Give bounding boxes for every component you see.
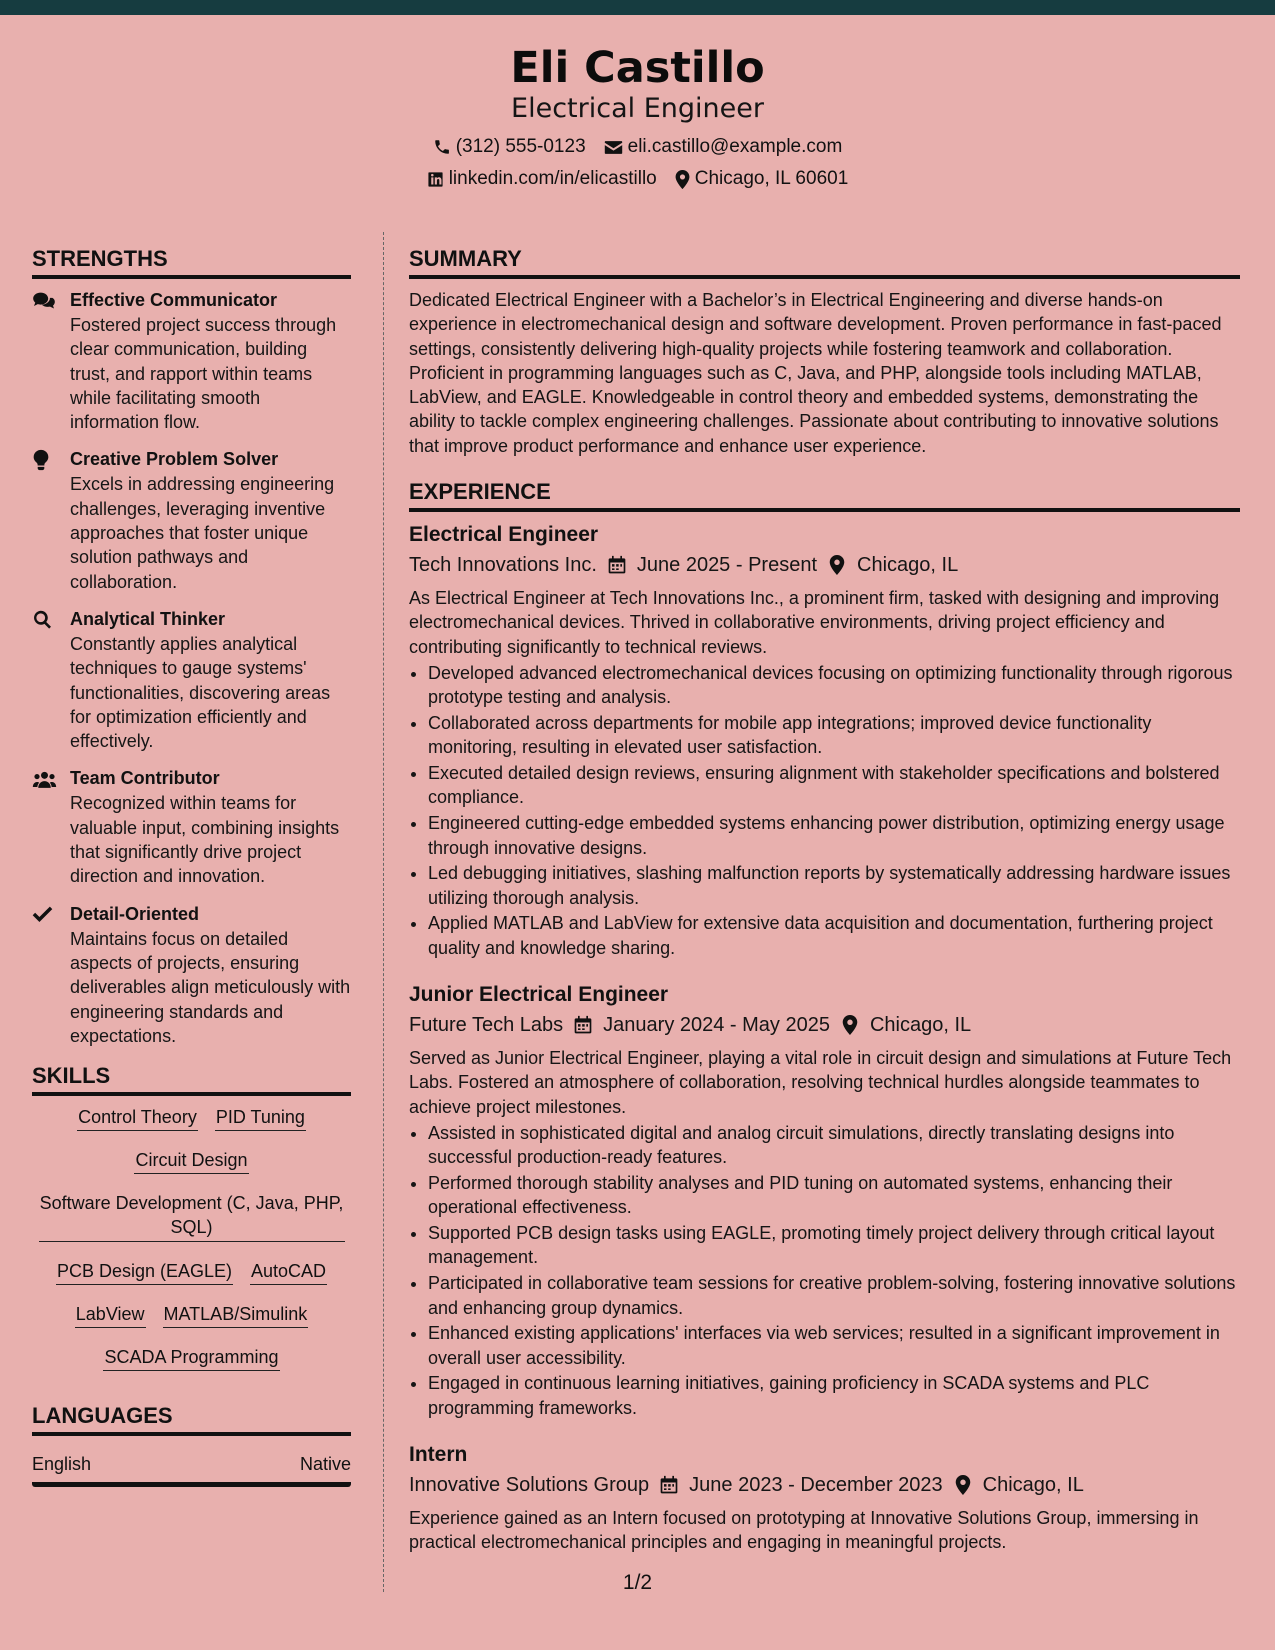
skills-row (32, 1302, 351, 1328)
skills-heading: SKILLS (32, 1061, 351, 1096)
strength-description: Recognized within teams for valuable input, combining insights that significantly drive project direction and innovation. (70, 793, 340, 887)
job-bullet: • Developed advanced electromechanical devices focusing on optimizing functionality through rigorous prototype testing and analysis. (428, 661, 1240, 710)
job-dates: June 2025 - Present (636, 554, 818, 577)
email-address: eli.castillo@example.com (627, 136, 843, 157)
job-description: As Electrical Engineer at Tech Innovations Inc., a prominent firm, tasked with designing and improving electromechanical devices. Thrived in collaborative environments, driving project efficiency and contributing significantly to technical reviews. (409, 588, 1220, 657)
lightbulb-icon (32, 447, 70, 472)
strength-title: Effective Communicator (70, 290, 278, 310)
skills-section (32, 1061, 351, 1371)
envelope-icon (604, 139, 623, 156)
candidate-title: Electrical Engineer (511, 93, 764, 124)
skill-tag: PCB Design (EAGLE) (56, 1259, 233, 1285)
skills-row (32, 1148, 351, 1174)
job-description: Experience gained as an Intern focused on prototyping at Innovative Solutions Group, immersing in practical electromechanical principles and engaging in meaningful projects. (409, 1507, 1199, 1553)
strength-description: Constantly applies analytical techniques to gauge systems' functionalities, discovering areas for optimization efficiently and effectively. (70, 633, 331, 752)
summary-text: Dedicated Electrical Engineer with a Bachelor’s in Electrical Engineering and diverse hands-on experience in electromechanical design and software development. Proven performance in fast-paced settings, consistently delivering high-quality projects while fostering teamwork and collaboration. Proficient in programming languages such as C, Java, and PHP, alongside tools including MATLAB, LabView, and EAGLE. Knowledgeable in control theory and embedded systems, demonstrating the ability to tackle complex engineering challenges. Passionate about contributing to innovative solutions that improve product performance and enhance user experience. (409, 290, 1222, 456)
map-marker-icon (953, 1475, 973, 1495)
company-name: Innovative Solutions Group (409, 1473, 650, 1496)
experience-entry (409, 521, 1240, 960)
calendar-icon (573, 1015, 593, 1035)
resume-header (0, 15, 1275, 203)
candidate-name: Eli Castillo (510, 43, 765, 93)
job-bullet: • Executed detailed design reviews, ensuring alignment with stakeholder specifications and bolstered compliance. (428, 761, 1240, 810)
skill-tag: Control Theory (77, 1105, 198, 1131)
job-title: Junior Electrical Engineer (409, 983, 669, 1007)
job-meta (409, 1470, 1240, 1500)
search-icon (32, 607, 70, 632)
skill-tag: PID Tuning (215, 1105, 306, 1131)
team-icon (32, 766, 70, 791)
skill-tag: AutoCAD (250, 1259, 327, 1285)
contact-line-primary (0, 135, 1275, 159)
skills-row (32, 1345, 351, 1371)
strength-title: Team Contributor (70, 768, 220, 789)
job-meta (409, 550, 1240, 580)
job-location: Chicago, IL (857, 554, 959, 577)
language-name: English (32, 1454, 92, 1475)
strength-title: Analytical Thinker (70, 608, 226, 629)
skills-list (32, 1105, 351, 1371)
column-divider (383, 232, 384, 1592)
strength-title: Detail-Oriented (70, 903, 200, 924)
strength-title: Creative Problem Solver (70, 449, 279, 470)
job-title: Electrical Engineer (409, 523, 599, 547)
job-bullets (409, 661, 1240, 960)
page-number: 1/2 (622, 1571, 653, 1594)
strength-item (32, 766, 351, 888)
calendar-icon (607, 555, 627, 575)
job-bullet: • Participated in collaborative team sessions for creative problem-solving, fostering innovative solutions and enhancing group dynamics. (428, 1271, 1240, 1320)
summary-section (409, 244, 1240, 458)
strengths-heading: STRENGTHS (32, 244, 351, 279)
job-bullet: • Assisted in sophisticated digital and analog circuit simulations, directly translating designs into successful production-ready features. (428, 1121, 1240, 1170)
job-location: Chicago, IL (869, 1014, 972, 1037)
experience-heading: EXPERIENCE (409, 477, 1240, 512)
job-bullet: • Engaged in continuous learning initiatives, gaining proficiency in SCADA systems and PLC programming frameworks. (428, 1371, 1240, 1420)
job-bullet: • Supported PCB design tasks using EAGLE, promoting timely project delivery through critical layout management. (428, 1221, 1240, 1270)
strength-item (32, 288, 351, 434)
job-meta (409, 1010, 1240, 1040)
job-bullet: • Enhanced existing applications' interfaces via web services; resulted in a significant improvement in overall user accessibility. (428, 1321, 1240, 1370)
skills-row (32, 1259, 351, 1285)
strength-description: Fostered project success through clear communication, building trust, and rapport within teams while facilitating smooth information flow. (70, 315, 337, 433)
map-marker-icon (840, 1015, 860, 1035)
job-title: Intern (409, 1442, 468, 1466)
skill-tag: Circuit Design (134, 1148, 248, 1174)
job-bullet: • Performed thorough stability analyses and PID tuning on automated systems, enhancing their operational effectiveness. (428, 1171, 1240, 1220)
check-icon (32, 902, 70, 927)
map-marker-icon (827, 555, 847, 575)
languages-heading: LANGUAGES (32, 1401, 351, 1436)
skill-tag: LabView (75, 1302, 146, 1328)
job-bullet: • Applied MATLAB and LabView for extensive data acquisition and documentation, furthering project quality and knowledge sharing. (428, 911, 1240, 960)
linkedin-contact (427, 167, 657, 191)
contact-line-secondary (0, 167, 1275, 191)
phone-contact (433, 135, 586, 159)
linkedin-icon (427, 171, 444, 188)
job-description: Served as Junior Electrical Engineer, playing a vital role in circuit design and simulations at Future Tech Labs. Fostered an atmosphere of collaboration, resolving technical hurdles alongside teammates to achieve project milestones. (409, 1048, 1232, 1117)
language-row (32, 1452, 351, 1487)
job-dates: January 2024 - May 2025 (603, 1014, 830, 1037)
job-bullets (409, 1121, 1240, 1420)
map-marker-icon (675, 170, 690, 189)
job-location: Chicago, IL (982, 1473, 1084, 1496)
location-text: Chicago, IL 60601 (694, 168, 849, 189)
comments-icon (32, 288, 70, 313)
languages-section (32, 1401, 351, 1487)
top-accent-bar (0, 0, 1275, 15)
right-column (409, 244, 1240, 1555)
strength-item (32, 607, 351, 753)
calendar-icon (659, 1475, 679, 1495)
company-name: Tech Innovations Inc. (409, 554, 597, 577)
left-column (32, 244, 351, 1487)
job-bullet: • Collaborated across departments for mobile app integrations; improved device functionality monitoring, resulting in elevated user satisfaction. (428, 711, 1240, 760)
skills-row (32, 1105, 351, 1131)
language-level: Native (299, 1454, 351, 1475)
job-bullet: • Engineered cutting-edge embedded systems enhancing power distribution, optimizing energy usage through innovative designs. (428, 811, 1240, 860)
phone-number: (312) 555-0123 (455, 136, 586, 157)
email-contact (604, 135, 843, 159)
skill-tag: Software Development (C, Java, PHP, SQL) (39, 1191, 345, 1242)
company-name: Future Tech Labs (409, 1014, 564, 1037)
strength-description: Maintains focus on detailed aspects of projects, ensuring deliverables align meticulously with engineering standards and expectations. (70, 928, 351, 1046)
skills-row (32, 1191, 351, 1242)
linkedin-url: linkedin.com/in/elicastillo (448, 168, 657, 189)
summary-heading: SUMMARY (409, 244, 1240, 279)
experience-entry (409, 1441, 1240, 1555)
job-dates: June 2023 - December 2023 (689, 1473, 943, 1496)
location-contact (675, 167, 849, 191)
skill-tag: SCADA Programming (103, 1345, 279, 1371)
strengths-section (32, 244, 351, 1048)
job-bullet: • Led debugging initiatives, slashing malfunction reports by systematically addressing hardware issues utilizing thorough analysis. (428, 861, 1240, 910)
strength-description: Excels in addressing engineering challenges, leveraging inventive approaches that foster unique solution pathways and collaboration. (70, 474, 335, 592)
skill-tag: MATLAB/Simulink (163, 1302, 309, 1328)
experience-entry (409, 981, 1240, 1420)
strength-item (32, 447, 351, 593)
phone-icon (433, 138, 451, 156)
experience-section (409, 477, 1240, 1555)
strength-item (32, 902, 351, 1048)
